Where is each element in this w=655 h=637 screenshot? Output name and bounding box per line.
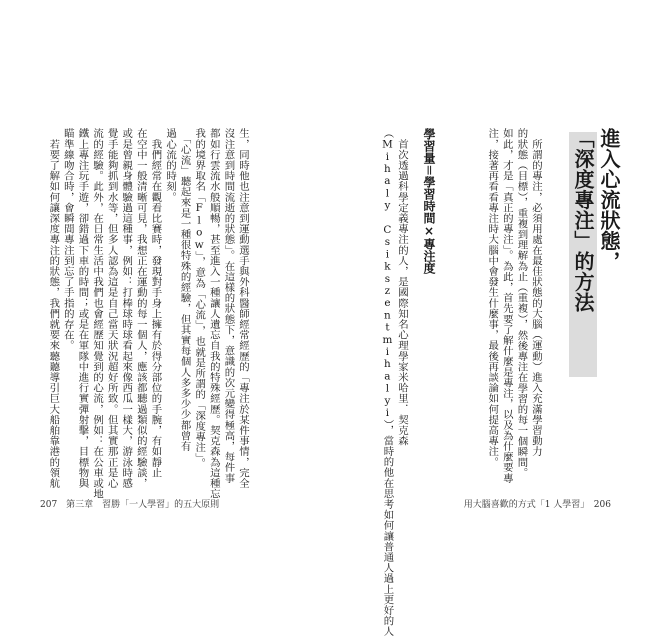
section-subheading: 學習量＝學習時間×專注度 [422, 128, 436, 274]
intro-paragraph: 所謂的專注，必須用處在最佳狀態的大腦（運動）進入充滿學習動力 的狀態（目標），重複到理解為止（重複），然後專注在學習的每一個瞬間。 如此，才是「真正的專注」。為此，首先要了解什麼是專注，以及為什麼要專 注，接著再看看專注時大腦中會發生什麼事，最後再談論如何提高專注。 [486, 128, 542, 484]
page-footer-left: 207 第三章 習勝「一人學習」的五大原則 [40, 500, 220, 510]
page-footer-right: 用大腦喜歡的方式「1 人學習」 206 [463, 500, 611, 510]
body-paragraph-left: 生，同時他也注意到運動選手與外科醫師經常經歷的「專注於某件事情，完全 沒注意到時間流逝的狀態」。在這樣的狀態下，意識的次元變得極高，每件事 都如行雲流水般順暢，甚至進入一種讓人遺忘自我的特殊經歷。契克森為這種忘 我的境界取名「Flow」，意為「心流」，也就是所謂的「深度專注」。 「心流」聽起來是一種很特殊的經驗，但其實每個人多多少少都曾有 過心流的時刻。 我們經常在觀看比賽時，發現對手身上擁有於得分部位的手腕，有如靜止 在空中一般清晰可見，我想正在運動的每一個人，應該都聽過類似的經驗談， 或是曾親身體驗過這種事，例如：打棒球時球看起來像西瓜一樣大，游泳時感 覺手能夠抓到水等，但多人認為這是自己當天狀況超好所致。但其實那正是心 流的經驗。此外，在日常生活中我們也會經歷知覺到的心流，例如：在公車或地 鐵上專注玩手遊，卻錯過下車的時間；或是在軍隊中進行實彈射擊，目標物與 瞄準線吻合時，會瞬間專注到忘了手指的存在。 若要了解如何讓深度專注的狀態，我們就要來聽聽導引巨大船舶靠港的領航 [47, 128, 249, 499]
body-paragraph-middle: 首次透過科學定義專注的人，是國際知名心理學家米哈里．契克森 （Mihaly Csikszentmihalyi），當時的他在思考如何讓普通人過上更好的人 [381, 128, 408, 637]
chapter-title: 進入心流狀態， 「深度專注」的方法 [571, 128, 621, 313]
